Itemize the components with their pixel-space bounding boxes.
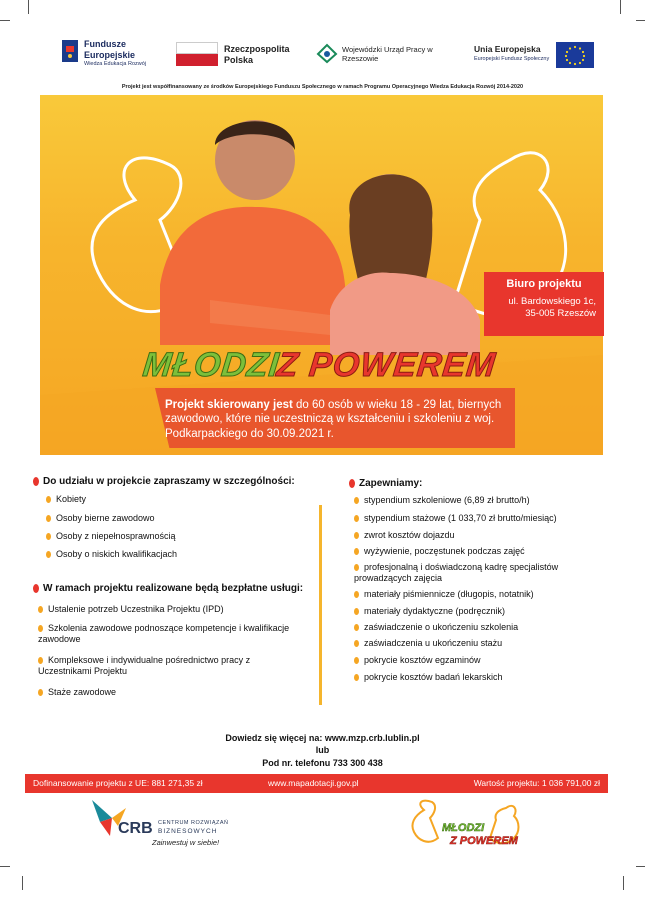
list-item-text: Staże zawodowe: [48, 687, 117, 697]
list-item-text: wyżywienie, poczęstunek podczas zajęć: [364, 546, 525, 556]
crop-mark: [22, 876, 23, 890]
list-item-text: pokrycie kosztów egzaminów: [364, 655, 481, 665]
cofinancing-note: Projekt jest współfinansowany ze środków Europejskiego Funduszu Społecznego w ramach Programu Operacyjnego Wiedza Edukacja Rozwój 2014-2020: [121, 84, 524, 90]
bullet-icon: [354, 608, 359, 615]
bullet-icon: [354, 591, 359, 598]
bullet-icon: [38, 657, 43, 664]
list-item: [354, 513, 557, 524]
crop-mark: [623, 876, 624, 890]
contact-phone: Pod nr. telefonu 733 300 438: [262, 758, 383, 768]
list-item: [46, 549, 177, 560]
column-divider: [319, 505, 322, 705]
project-office-box: [484, 272, 604, 336]
project-logo-small: [410, 798, 520, 858]
list-item: [354, 530, 455, 541]
list-item: [38, 655, 278, 678]
bullet-icon: [46, 551, 51, 558]
bullet-icon: [354, 624, 359, 631]
left-heading-2-text: W ramach projektu realizowane będą bezpłatne usługi:: [43, 583, 304, 594]
bullet-icon: [46, 515, 51, 522]
list-item: [354, 622, 518, 633]
bullet-icon: [354, 548, 359, 555]
crop-mark: [620, 0, 621, 14]
list-item-text: materiały piśmiennicze (długopis, notatnik): [364, 589, 534, 599]
list-item: [354, 495, 530, 506]
office-address-city: 35-005 Rzeszów: [525, 308, 596, 320]
list-item-text: Kobiety: [56, 494, 87, 504]
list-item: [354, 672, 503, 683]
list-item: [46, 513, 155, 524]
bullet-icon: [349, 479, 355, 488]
info-banner-text: [165, 398, 505, 441]
list-item-text: Osoby bierne zawodowo: [56, 513, 155, 523]
fe-subtitle: Wiedza Edukacja Rozwój: [84, 61, 147, 67]
left-heading-2: [33, 583, 303, 594]
list-item: [38, 687, 116, 698]
bullet-icon: [46, 533, 51, 540]
flag-white: [176, 42, 218, 54]
bullet-icon: [33, 477, 39, 486]
footer-link[interactable]: www.mapadotacji.gov.pl: [268, 778, 359, 788]
rp-title: Rzeczpospolita Polska: [224, 44, 290, 65]
banner-bold: Projekt skierowany jest: [165, 399, 293, 411]
bullet-icon: [354, 564, 359, 571]
fe-emblem-icon: [60, 38, 80, 64]
bullet-icon: [46, 496, 51, 503]
list-item: [354, 655, 481, 666]
crop-mark: [636, 866, 645, 867]
list-item-text: Kompleksowe i indywidualne pośrednictwo pracy z Uczestnikami Projektu: [38, 655, 251, 677]
small-title-2: Z POWEREM: [450, 835, 518, 847]
banner-rest: do 60 osób w wieku 18 - 29 lat, biernych zawodowo, które nie uczestniczą w kształceniu i szkoleniu z woj. Podkarpackiego do 30.09.2021 r.: [165, 399, 502, 440]
eu-flag-icon: [556, 42, 594, 68]
contact-website: Dowiedz się więcej na: www.mzp.crb.lublin.pl: [225, 733, 420, 743]
wup-emblem-icon: [316, 42, 338, 64]
list-item-text: pokrycie kosztów badań lekarskich: [364, 672, 503, 682]
wup-title: Wojewódzki Urząd Pracy w Rzeszowie: [342, 45, 433, 63]
list-item: [354, 546, 525, 557]
list-item-text: zaświadczenie o ukończeniu szkolenia: [364, 622, 519, 632]
list-item-text: Ustalenie potrzeb Uczestnika Projektu (IPD): [48, 604, 224, 614]
bullet-icon: [354, 657, 359, 664]
right-heading: [349, 478, 422, 489]
small-title-1: MŁODZI: [442, 822, 485, 834]
ue-subtitle: Europejski Fundusz Społeczny: [474, 56, 550, 62]
office-address-street: ul. Bardowskiego 1c,: [508, 296, 596, 307]
list-item: [354, 638, 502, 649]
crop-mark: [636, 20, 645, 21]
list-item: [354, 562, 584, 585]
list-item-text: zaświadczenia u ukończeniu stażu: [364, 638, 503, 648]
crop-mark: [0, 866, 10, 867]
footer-value: Wartość projektu: 1 036 791,00 zł: [473, 778, 600, 788]
list-item-text: materiały dydaktyczne (podręcznik): [364, 606, 506, 616]
list-item-text: zwrot kosztów dojazdu: [364, 530, 455, 540]
list-item: [46, 494, 86, 505]
left-heading-1-text: Do udziału w projekcie zapraszamy w szczególności:: [43, 476, 295, 487]
project-title-part2: Z POWEREM: [275, 346, 498, 384]
fe-title: Fundusze Europejskie: [84, 39, 136, 60]
crop-mark: [0, 20, 10, 21]
list-item-text: profesjonalną i doświadczoną kadrę specjalistów prowadzących zajęcia: [354, 562, 559, 584]
list-item-text: Osoby z niepełnosprawnością: [56, 531, 176, 541]
list-item: [354, 606, 505, 617]
office-title: Biuro projektu: [506, 278, 582, 290]
crb-mark: CRB: [118, 820, 153, 837]
flag-red: [176, 54, 218, 66]
list-item: [354, 589, 534, 600]
left-heading-1: [33, 476, 295, 487]
crb-name-1: CENTRUM ROZWIĄZAŃ: [158, 820, 229, 826]
footer-cofunding: Dofinansowanie projektu z UE: 881 271,35 zł: [33, 778, 203, 788]
list-item: [38, 623, 308, 646]
list-item-text: Osoby o niskich kwalifikacjach: [56, 549, 178, 559]
bullet-icon: [38, 625, 43, 632]
crop-mark: [28, 0, 29, 14]
list-item-text: stypendium szkoleniowe (6,89 zł brutto/h): [364, 495, 530, 505]
contact-or: lub: [315, 745, 330, 755]
list-item: [46, 531, 176, 542]
crb-logo: [92, 800, 262, 850]
bullet-icon: [38, 689, 43, 696]
bullet-icon: [33, 584, 39, 593]
bullet-icon: [354, 640, 359, 647]
footer-bar: [25, 774, 608, 793]
bullet-icon: [38, 606, 43, 613]
project-title-part1: MŁODZI: [141, 346, 282, 384]
list-item-text: stypendium stażowe (1 033,70 zł brutto/miesiąc): [364, 513, 557, 523]
bullet-icon: [354, 532, 359, 539]
bullet-icon: [354, 497, 359, 504]
crb-name-2: BIZNESOWYCH: [158, 828, 218, 835]
list-item: [38, 604, 308, 615]
bullet-icon: [354, 674, 359, 681]
right-heading-text: Zapewniamy:: [359, 478, 423, 489]
list-item-text: Szkolenia zawodowe podnoszące kompetencje i kwalifikacje zawodowe: [38, 623, 290, 645]
ue-title: Unia Europejska: [474, 44, 541, 54]
crb-slogan: Zainwestuj w siebie!: [152, 838, 220, 847]
bullet-icon: [354, 515, 359, 522]
